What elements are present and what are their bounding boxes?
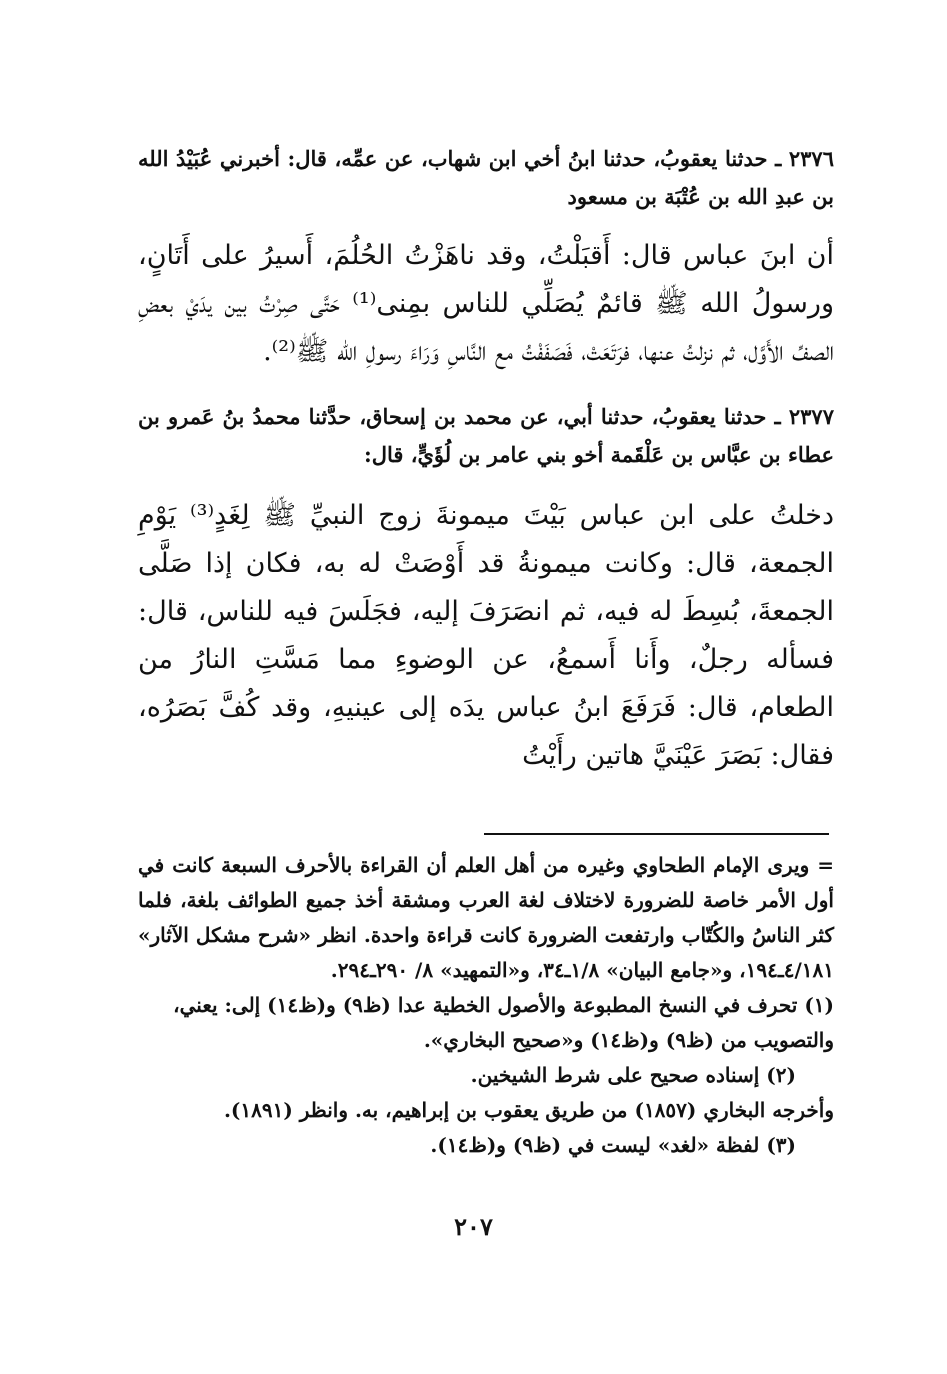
footnote-1: (١) تحرف في النسخ المطبوعة والأصول الخطية عدا (ظ٩) و(ظ١٤) إلى: يعني، [173,993,834,1017]
page-number: ٢٠٧ [454,1212,493,1241]
footnotes [138,848,834,1163]
main-text [138,140,834,780]
hadith-2377-isnad: ٢٣٧٧ ـ حدثنا يعقوبُ، حدثنا أبي، عن محمد بن إسحاق، حدَّثنا محمدُ بنُ عَمرو بن عطاء بن عبَّاس بن عَلْقَمة أخو بني عامر بن لُؤَيٍّ، قال: [138,404,834,467]
footnote-2: (٢) إسناده صحيح على شرط الشيخين. [470,1063,796,1087]
footnote-separator [484,833,829,835]
footnote-1-cont: والتصويب من (ظ٩) و(ظ١٤) و«صحيح البخاري». [423,1028,834,1052]
footnote-3: (٣) لفظة «لغد» ليست في (ظ٩) و(ظ١٤). [430,1133,796,1157]
hadith-2376-isnad: ٢٣٧٦ ـ حدثنا يعقوبُ، حدثنا ابنُ أخي ابن شهاب، عن عمِّه، قال: أخبرني عُبَيْدُ الله بن عبدِ الله بن عُتْبَة بن مسعود [138,146,834,209]
hadith-2376-matn: أن ابنَ عباس قال: أَقبَلْتُ، وقد ناهَزْتُ الحُلُمَ، أَسيرُ على أَتَانٍ، ورسولُ الله ﷺ قائمٌ يُصَلِّي للناس بمِنى⁽¹⁾ حَتَّى صِرْتُ بين يدَيْ بعضِ الصفِّ الأَوَّل، ثم نزلتُ عنها، فرَتَعَتْ، فَصَفَفْتُ مع النَّاسِ وَرَاءَ رسولِ الله ﷺ⁽²⁾. [138,240,834,367]
hadith-2377-matn: دخلتُ على ابن عباس بَيْتَ ميمونةَ زوج النبيِّ ﷺ لِغَدٍ⁽³⁾ يَوْمِ الجمعة، قال: وكانت ميمونةُ قد أَوْصَتْ له به، فكان إذا صَلَّى الجمعةَ، بُسِطَ له فيه، ثم انصَرَفَ إليه، فجَلَسَ فيه للناس، قال: فسأله رجلٌ، وأَنا أَسمعُ، عن الوضوءِ مما مَسَّتِ النارُ من الطعام، قال: فَرَفَعَ ابنُ عباس يدَه إلى عينيهِ، وقد كُفَّ بَصَرُه، فقال: بَصَرَ عَيْنَيَّ هاتين رأَيْتُ [138,500,834,771]
footnote-2-cont: وأخرجه البخاري (١٨٥٧) من طريق يعقوب بن إبراهيم، به. وانظر (١٨٩١). [223,1098,834,1122]
footnote-continuation: = ويرى الإمام الطحاوي وغيره من أهل العلم أن القراءة بالأحرف السبعة كانت في أول الأمر خاصة للضرورة لاختلاف لغة العرب ومشقة أخذ جميع الطوائف بلغة، فلما كثر الناسُ والكُتّاب وارتفعت الضرورة كانت قراءة واحدة. انظر «شرح مشكل الآثار» ٤/١٨١ـ١٩٤، و«جامع البيان» ١/٨ـ٣٤، و«التمهيد» ٨/ ٢٩٠ـ٢٩٤. [138,853,834,982]
